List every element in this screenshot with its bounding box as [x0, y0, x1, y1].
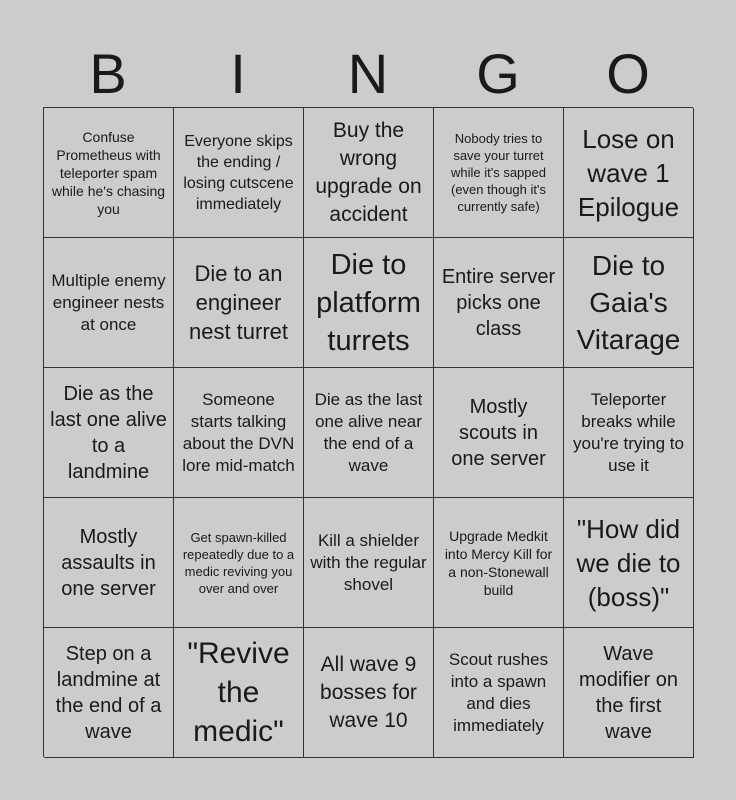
bingo-cell[interactable] [44, 238, 174, 368]
bingo-cell[interactable] [564, 498, 694, 628]
cell-text: Lose on wave 1 Epilogue [577, 123, 680, 222]
cell-text: Kill a shielder with the regular shovel [310, 530, 427, 594]
cell-text: Nobody tries to save your turret while it's sapped (even though it's currently safe) [451, 131, 546, 214]
bingo-cell[interactable] [304, 498, 434, 628]
bingo-cell[interactable] [44, 368, 174, 498]
bingo-cell[interactable] [304, 108, 434, 238]
cell-text: Mostly scouts in one server [451, 395, 546, 470]
cell-text: Entire server picks one class [441, 265, 556, 340]
bingo-cell[interactable] [174, 498, 304, 628]
cell-text: "How did we die to (boss)" [576, 513, 681, 612]
bingo-cell[interactable] [304, 238, 434, 368]
cell-text: Die to an engineer nest turret [188, 261, 289, 344]
cell-text: Die to Gaia's Vitarage [576, 250, 681, 355]
header-letter-g: G [476, 42, 520, 105]
bingo-grid [43, 107, 693, 757]
cell-text: Buy the wrong upgrade on accident [315, 118, 422, 226]
bingo-cell[interactable] [304, 628, 434, 758]
bingo-cell[interactable] [44, 108, 174, 238]
bingo-cell[interactable] [564, 628, 694, 758]
cell-text: Die as the last one alive to a landmine [50, 382, 167, 483]
bingo-cell[interactable] [564, 368, 694, 498]
cell-text: Scout rushes into a spawn and dies immediately [448, 649, 549, 735]
header-letter-n: N [347, 42, 389, 105]
cell-text: Step on a landmine at the end of a wave [55, 642, 162, 743]
bingo-cell[interactable] [174, 238, 304, 368]
cell-text: Mostly assaults in one server [61, 525, 156, 600]
header-letter-i: I [230, 42, 246, 105]
bingo-cell[interactable] [434, 628, 564, 758]
bingo-cell[interactable] [564, 108, 694, 238]
cell-text: Die to platform turrets [316, 248, 421, 357]
bingo-header [43, 40, 693, 108]
bingo-cell[interactable] [564, 238, 694, 368]
cell-text: Someone starts talking about the DVN lore mid-match [182, 389, 295, 475]
bingo-cell[interactable] [174, 108, 304, 238]
cell-text: Multiple enemy engineer nests at once [51, 270, 166, 334]
header-letter-b: B [89, 42, 127, 105]
bingo-cell[interactable] [434, 238, 564, 368]
bingo-cell[interactable] [44, 628, 174, 758]
bingo-cell[interactable] [434, 498, 564, 628]
bingo-cell[interactable] [44, 498, 174, 628]
cell-text: Upgrade Medkit into Mercy Kill for a non-Stonewall build [444, 527, 553, 598]
cell-text: Get spawn-killed repeatedly due to a medic reviving you over and over [182, 529, 295, 596]
cell-text: Everyone skips the ending / losing cutscene immediately [183, 132, 294, 213]
cell-text: Confuse Prometheus with teleporter spam while he's chasing you [51, 128, 166, 217]
bingo-cell[interactable] [434, 368, 564, 498]
cell-text: Wave modifier on the first wave [579, 642, 678, 743]
cell-text: "Revive the medic" [187, 637, 290, 748]
bingo-cell[interactable] [304, 368, 434, 498]
header-letter-o: O [606, 42, 650, 105]
cell-text: Teleporter breaks while you're trying to use it [573, 389, 684, 475]
cell-text: All wave 9 bosses for wave 10 [320, 652, 417, 732]
bingo-cell[interactable] [174, 628, 304, 758]
cell-text: Die as the last one alive near the end of a wave [314, 389, 423, 475]
bingo-cell[interactable] [174, 368, 304, 498]
bingo-cell[interactable] [434, 108, 564, 238]
